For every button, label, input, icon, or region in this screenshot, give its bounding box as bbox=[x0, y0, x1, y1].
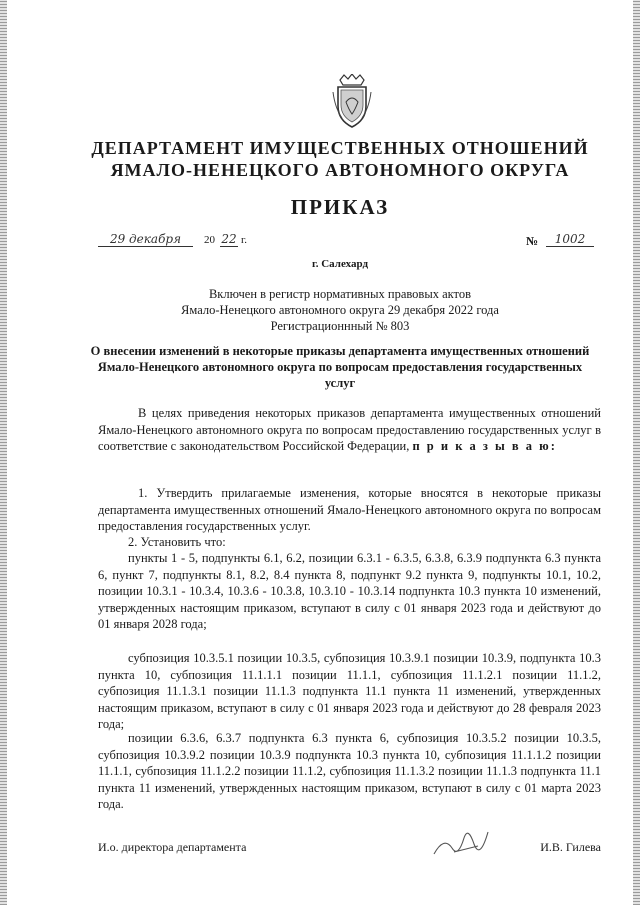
signature-row bbox=[98, 840, 601, 860]
registration-line3: Регистрационнный № 803 bbox=[270, 319, 410, 333]
organization-name-line2: ЯМАЛО-НЕНЕЦКОГО АВТОНОМНОГО ОКРУГА bbox=[110, 160, 570, 180]
order-word: п р и к а з ы в а ю: bbox=[412, 439, 557, 453]
item-2-sub-2: субпозиция 10.3.5.1 позиции 10.3.5, субпозиция 10.3.9.1 позиции 10.3.9, подпункта 10.3 пункта 10, субпозиция 11.1.1.1 позиции 11.1.1, субпозиция 11.1.2.1 позиции 11.1.2, субпозиция 11.1.3.1 позиции 11.1.3 подпункта 11.1 пункта 11 изменений, утвержденных настоящим приказом, вступают в силу с 01 января 2023 года и действуют до 28 февраля 2023 года; bbox=[98, 651, 601, 731]
organization-name-line1: ДЕПАРТАМЕНТ ИМУЩЕСТВЕННЫХ ОТНОШЕНИЙ bbox=[91, 138, 589, 158]
preamble-paragraph bbox=[98, 405, 601, 455]
document-number: 1002 bbox=[546, 232, 594, 247]
signatory-position: И.о. директора департамента bbox=[98, 840, 247, 854]
preamble-text: В целях приведения некоторых приказов департамента имущественных отношений Ямало-Ненецкого автономного округа по вопросам предоставлению государственных услуг в соответствие с законодательством Российской Федерации, bbox=[98, 406, 601, 453]
registration-note bbox=[90, 286, 590, 334]
document-type: ПРИКАЗ bbox=[290, 195, 390, 219]
item-1: 1. Утвердить прилагаемые изменения, которые вносятся в некоторые приказы департамента имущественных отношений Ямало-Ненецкого автономного округа по вопросам предоставления государственных услуг. bbox=[98, 486, 601, 533]
city: г. Салехард bbox=[311, 258, 369, 270]
date-year-prefix: 20 bbox=[204, 234, 215, 246]
date-year-suffix: 22 bbox=[221, 232, 237, 246]
registration-line2: Ямало-Ненецкого автономного округа 29 декабря 2022 года bbox=[181, 303, 499, 317]
registration-line1: Включен в регистр нормативных правовых актов bbox=[208, 287, 472, 301]
scan-edge-left bbox=[0, 0, 7, 905]
item-2-sub-3: позиции 6.3.6, 6.3.7 подпункта 6.3 пункта 6, субпозиция 10.3.5.2 позиции 10.3.5, субпозиция 10.3.9.2 позиции 10.3.9 подпункта 10.3 пункта 10, субпозиция 11.1.1.2 позиции 11.1.1, субпозиция 11.1.2.2 позиции 11.1.2, субпозиция 11.1.3.2 позиции 11.1.3 подпункта 11.1 пункта 11 изменений, утвержденных настоящим приказом, вступают в силу с 01 марта 2023 года. bbox=[98, 731, 601, 811]
coat-of-arms-emblem bbox=[330, 74, 374, 130]
date-year-unit: г. bbox=[241, 234, 248, 246]
document-title: О внесении изменений в некоторые приказы департамента имущественных отношений Ямало-Ненецкого автономного округа по вопросам предоставления государственных услуг bbox=[90, 344, 590, 390]
number-label: № bbox=[526, 234, 539, 248]
scan-edge-right bbox=[633, 0, 640, 905]
signatory-name: И.В. Гилева bbox=[540, 840, 601, 854]
date-number-row bbox=[98, 232, 598, 256]
item-2-sub-1: пункты 1 - 5, подпункты 6.1, 6.2, позиции 6.3.1 - 6.3.5, 6.3.8, 6.3.9 подпункта 6.3 пункта 6, пункт 7, подпункты 8.1, 8.2, 8.4 пункта 8, подпункт 9.2 пункта 9, подпункты 10.1, 10.2, позиции 10.3.1 - 10.3.4, 10.3.6 - 10.3.8, 10.3.10 - 10.3.14 подпункта 10.3 пункта 10 изменений, утвержденных настоящим приказом, вступают в силу с 01 января 2023 года и действуют до 01 января 2028 года; bbox=[98, 551, 601, 631]
date-day-month: 29 декабря bbox=[98, 232, 193, 247]
item-2: 2. Установить что: bbox=[128, 535, 226, 549]
